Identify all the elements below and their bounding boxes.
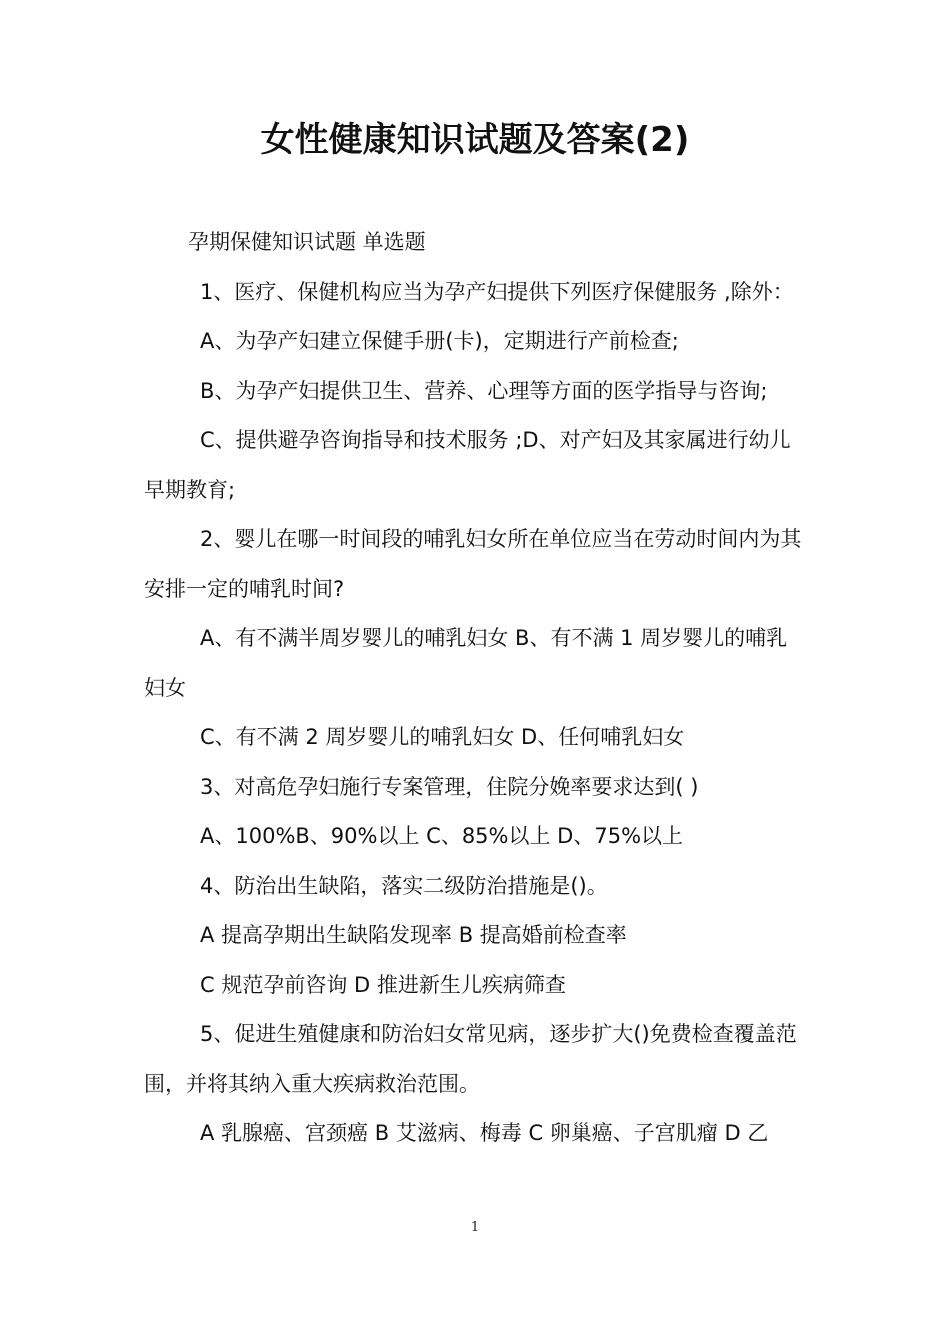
question-3-options: A、100%B、90%以上 C、85%以上 D、75%以上 xyxy=(200,824,684,848)
question-1-options-c-d: C、提供避孕咨询指导和技术服务 ;D、对产妇及其家属进行幼儿早期教育; xyxy=(144,428,791,502)
question-4-options-c-d: C 规范孕前咨询 D 推进新生儿疾病筛查 xyxy=(200,972,566,997)
question-4: 4、防治出生缺陷，落实二级防治措施是()。 xyxy=(200,873,608,898)
question-5: 5、促进生殖健康和防治妇女常见病，逐步扩大()免费检查覆盖范围，并将其纳入重大疾病救治范围。 xyxy=(144,1022,797,1096)
question-1: 1、医疗、保健机构应当为孕产妇提供下列医疗保健服务 ,除外： xyxy=(200,279,794,304)
document-title: 女性健康知识试题及答案(2) xyxy=(260,119,690,160)
document-body xyxy=(144,218,808,1159)
question-5-options: A 乳腺癌、宫颈癌 B 艾滋病、梅毒 C 卵巢癌、子宫肌瘤 D 乙 xyxy=(200,1121,769,1145)
question-2: 2、婴儿在哪一时间段的哺乳妇女所在单位应当在劳动时间内为其安排一定的哺乳时间? xyxy=(144,527,802,601)
question-1-option-b: B、为孕产妇提供卫生、营养、心理等方面的医学指导与咨询; xyxy=(200,378,768,403)
question-1-option-a: A、为孕产妇建立保健手册(卡)，定期进行产前检查; xyxy=(200,329,679,353)
question-3: 3、对高危孕妇施行专案管理，住院分娩率要求达到( ) xyxy=(200,774,699,799)
question-4-options-a-b: A 提高孕期出生缺陷发现率 B 提高婚前检查率 xyxy=(200,923,627,947)
question-2-options-c-d: C、有不满 2 周岁婴儿的哺乳妇女 D、任何哺乳妇女 xyxy=(200,725,685,749)
section-heading: 孕期保健知识试题 单选题 xyxy=(188,230,426,254)
page-number: 1 xyxy=(470,1220,480,1235)
question-2-options-a-b: A、有不满半周岁婴儿的哺乳妇女 B、有不满 1 周岁婴儿的哺乳妇女 xyxy=(144,626,788,700)
